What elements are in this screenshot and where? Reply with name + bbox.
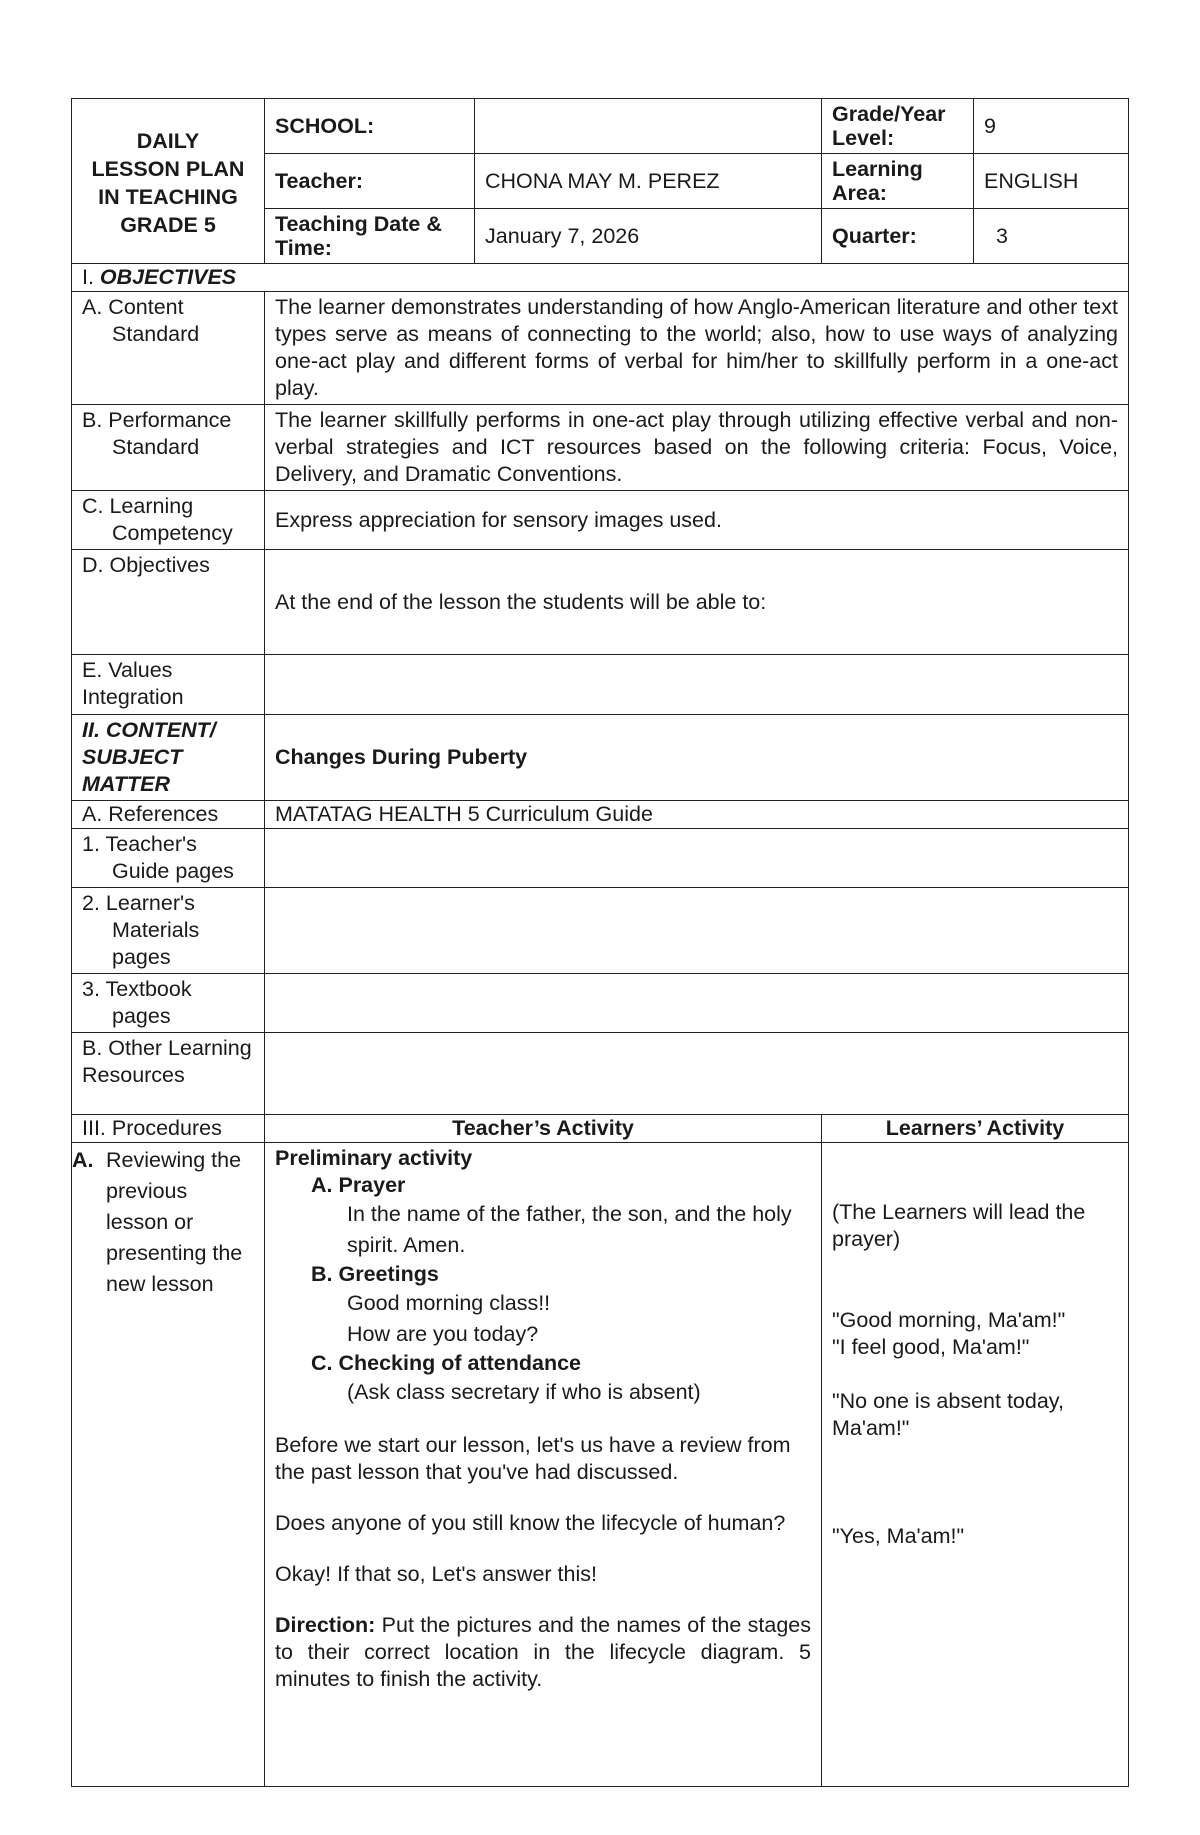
learning-area-label: Learning Area: bbox=[822, 154, 974, 209]
grade-label: Grade/Year Level: bbox=[822, 99, 974, 154]
learner-prayer: (The Learners will lead the prayer) bbox=[832, 1200, 1086, 1251]
learning-area-value: ENGLISH bbox=[974, 154, 1129, 209]
learner-greeting-2: "I feel good, Ma'am!" bbox=[832, 1335, 1030, 1359]
learner-yes-response: "Yes, Ma'am!" bbox=[832, 1524, 965, 1548]
teacher-activity-header: Teacher’s Activity bbox=[265, 1115, 822, 1143]
prayer-text: In the name of the father, the son, and the holy spirit. Amen. bbox=[347, 1202, 792, 1257]
step-a-letter: A. bbox=[72, 1148, 94, 1172]
learners-materials-value bbox=[265, 888, 1129, 974]
competency-text: Express appreciation for sensory images used. bbox=[265, 491, 1129, 550]
greetings-line-2: How are you today? bbox=[347, 1322, 539, 1346]
textbook-value bbox=[265, 974, 1129, 1033]
learner-activity-cell bbox=[822, 1143, 1129, 1787]
learners-materials-label: 2. Learner's Materials pages bbox=[72, 888, 265, 974]
learner-absent-response: "No one is absent today, Ma'am!" bbox=[832, 1389, 1064, 1440]
date-label: Teaching Date & Time: bbox=[265, 209, 475, 264]
lesson-plan-table bbox=[71, 98, 1129, 1787]
competency-label: C. Learning Competency bbox=[72, 491, 265, 550]
quarter-value: 3 bbox=[974, 209, 1129, 264]
okay-text: Okay! If that so, Let's answer this! bbox=[275, 1562, 597, 1586]
references-value: MATATAG HEALTH 5 Curriculum Guide bbox=[265, 801, 1129, 829]
references-label: A. References bbox=[72, 801, 265, 829]
other-resources-value bbox=[265, 1033, 1129, 1115]
step-a-text: Reviewing the previous lesson or presenting the new lesson bbox=[106, 1148, 243, 1296]
teachers-guide-label: 1. Teacher's Guide pages bbox=[72, 829, 265, 888]
review-text: Before we start our lesson, let's us have a review from the past lesson that you've had discussed. bbox=[275, 1433, 791, 1484]
question-text: Does anyone of you still know the lifecycle of human? bbox=[275, 1511, 786, 1535]
content-label: II. CONTENT/ SUBJECT MATTER bbox=[72, 715, 265, 801]
objectives-heading: I. OBJECTIVES bbox=[72, 264, 1129, 292]
date-value: January 7, 2026 bbox=[475, 209, 822, 264]
content-value: Changes During Puberty bbox=[265, 715, 1129, 801]
lesson-plan-document bbox=[71, 98, 1128, 1787]
objectives-label: D. Objectives bbox=[72, 550, 265, 655]
learner-greeting-1: "Good morning, Ma'am!" bbox=[832, 1308, 1066, 1332]
attendance-text: (Ask class secretary if who is absent) bbox=[347, 1380, 701, 1404]
procedure-step-a bbox=[72, 1143, 265, 1787]
content-standard-label: A. Content Standard bbox=[72, 292, 265, 405]
attendance-heading: C. Checking of attendance bbox=[311, 1351, 581, 1375]
teacher-label: Teacher: bbox=[265, 154, 475, 209]
teacher-activity-cell bbox=[265, 1143, 822, 1787]
grade-value: 9 bbox=[974, 99, 1129, 154]
preliminary-heading: Preliminary activity bbox=[275, 1146, 473, 1170]
teacher-value: CHONA MAY M. PEREZ bbox=[475, 154, 822, 209]
learner-activity-header: Learners’ Activity bbox=[822, 1115, 1129, 1143]
values-label: E. Values Integration bbox=[72, 655, 265, 715]
greetings-heading: B. Greetings bbox=[311, 1262, 439, 1286]
school-label: SCHOOL: bbox=[265, 99, 475, 154]
plan-title: DAILY LESSON PLAN IN TEACHING GRADE 5 bbox=[72, 99, 265, 264]
values-text bbox=[265, 655, 1129, 715]
other-resources-label: B. Other Learning Resources bbox=[72, 1033, 265, 1115]
teachers-guide-value bbox=[265, 829, 1129, 888]
performance-standard-label: B. Performance Standard bbox=[72, 405, 265, 491]
school-value bbox=[475, 99, 822, 154]
textbook-label: 3. Textbook pages bbox=[72, 974, 265, 1033]
procedures-label: III. Procedures bbox=[72, 1115, 265, 1143]
quarter-label: Quarter: bbox=[822, 209, 974, 264]
greetings-line-1: Good morning class!! bbox=[347, 1291, 551, 1315]
prayer-heading: A. Prayer bbox=[311, 1173, 406, 1197]
performance-standard-text: The learner skillfully performs in one-act play through utilizing effective verbal and non-verbal strategies and ICT resources based on the following criteria: Focus, Voice, Delivery, and Dramatic Conventions. bbox=[265, 405, 1129, 491]
content-standard-text: The learner demonstrates understanding of how Anglo-American literature and other text types serve as means of connecting to the world; also, how to use ways of analyzing one-act play and different forms of verbal for him/her to skillfully perform in a one-act play. bbox=[265, 292, 1129, 405]
objectives-text: At the end of the lesson the students will be able to: bbox=[265, 550, 1129, 655]
direction-text: Direction: Put the pictures and the names of the stages to their correct location in the lifecycle diagram. 5 minutes to finish the activity. bbox=[275, 1613, 811, 1691]
